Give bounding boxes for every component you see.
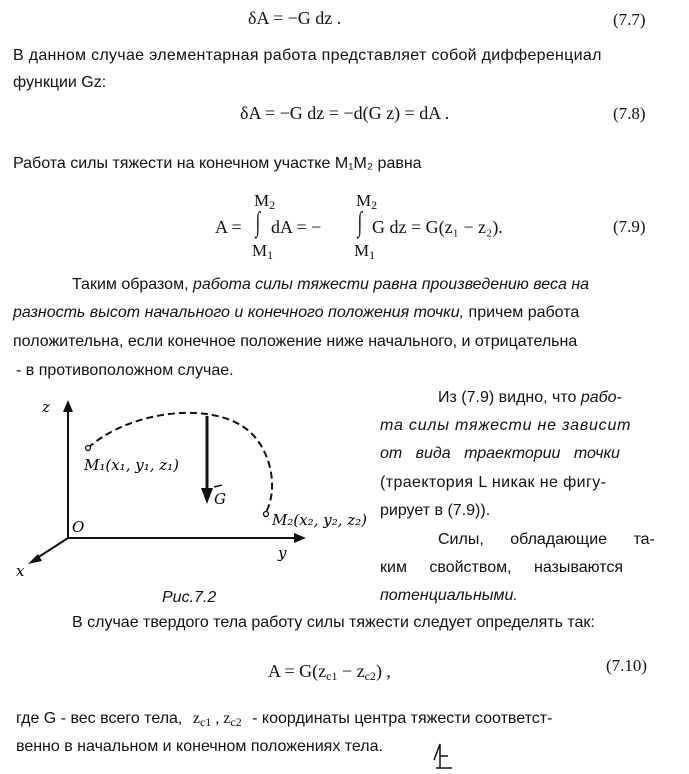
side-text-line-5: рирует в (7.9)). bbox=[380, 502, 491, 519]
paragraph-5-line-2: венно в начальном и конечном положениях тела. bbox=[16, 738, 383, 755]
paragraph-3-line-2 bbox=[13, 304, 579, 322]
side-text-line-4: (траектория L никак не фигу- bbox=[380, 474, 607, 491]
side-text-line-1-start: Из (7.9) видно, что bbox=[438, 389, 577, 406]
equation-7-9-middle: dA = − bbox=[271, 217, 322, 237]
figure-caption: Рис.7.2 bbox=[162, 589, 217, 606]
end-mark-stroke bbox=[434, 744, 452, 768]
equation-7-10-number: (7.10) bbox=[606, 656, 648, 675]
paragraph-3-line-2-end: причем работа bbox=[468, 304, 580, 321]
equation-7-9-lower-limit-1: $M_1$ bbox=[252, 241, 274, 262]
paragraph-1-line-2: функции Gz: bbox=[13, 74, 107, 91]
gravity-vector-bar bbox=[214, 485, 222, 487]
equation-7-10: $A = G(z_{c1} - z_{c2})$ , bbox=[268, 661, 391, 683]
z-axis-arrow bbox=[63, 400, 73, 412]
origin-label: O bbox=[72, 518, 85, 536]
side-text-line-2: та силы тяжести не зависит bbox=[380, 417, 632, 434]
side-text-line-1-italic: рабо- bbox=[580, 389, 622, 406]
z-axis-label: z bbox=[42, 398, 50, 416]
side-text-line-1 bbox=[438, 389, 622, 407]
side-text-line-6: Силы, обладающие та- bbox=[438, 531, 655, 548]
equation-7-9-integral-1: ∫ bbox=[255, 207, 261, 238]
paragraph-3-line-1-start: Таким образом, bbox=[72, 276, 189, 293]
paragraph-3-line-2-italic: разность высот начального и конечного положения точки, bbox=[13, 304, 465, 321]
paragraph-2: Работа силы тяжести на конечном участке M₁M₂ равна bbox=[13, 155, 422, 172]
gravity-label: G bbox=[214, 490, 226, 508]
equation-7-8-number: (7.8) bbox=[613, 104, 646, 123]
paragraph-4: В случае твердого тела работу силы тяжести следует определять так: bbox=[72, 614, 595, 631]
paragraph-1-line-1: В данном случае элементарная работа представляет собой дифференциал bbox=[13, 47, 602, 64]
equation-7-9-upper-limit-1: $M_2$ bbox=[254, 191, 276, 212]
paragraph-5-line-1-start: где G - вес всего тела, bbox=[16, 710, 183, 727]
equation-7-9-number: (7.9) bbox=[613, 217, 646, 236]
y-axis-label: y bbox=[278, 544, 287, 562]
equation-7-9-lhs: A = bbox=[215, 217, 242, 237]
m1-label: M₁(x₁, y₁, z₁) bbox=[84, 456, 180, 474]
paragraph-3-line-3: положительна, если конечное положение ниже начального, и отрицательна bbox=[13, 333, 578, 350]
paragraph-5-line-1 bbox=[16, 710, 552, 728]
equation-7-9-lower-limit-2: $M_1$ bbox=[354, 241, 376, 262]
gravity-vector-arrow bbox=[201, 488, 213, 504]
equation-7-9-rhs: G dz = G(z₁ − z₂). bbox=[372, 217, 503, 237]
equation-7-7-number: (7.7) bbox=[613, 10, 646, 29]
paragraph-3-line-1 bbox=[72, 276, 589, 294]
y-axis-arrow bbox=[294, 533, 306, 543]
equation-7-9-upper-limit-2: $M_2$ bbox=[356, 191, 378, 212]
paragraph-5-line-1-end: - координаты центра тяжести соответст- bbox=[252, 710, 553, 727]
equation-7-8: δA = −G dz = −d(G z) = dA . bbox=[240, 103, 450, 123]
m2-label: M₂(x₂, y₂, z₂) bbox=[272, 511, 368, 529]
figure-7-2 bbox=[0, 390, 372, 590]
equation-7-7-formula: δA = −G dz . bbox=[248, 8, 342, 28]
end-mark bbox=[430, 738, 454, 772]
point-m2 bbox=[264, 512, 269, 517]
equation-7-7 bbox=[248, 8, 341, 29]
paragraph-3-line-1-italic: работа силы тяжести равна произведению веса на bbox=[192, 276, 590, 293]
point-m1 bbox=[86, 446, 91, 451]
side-text-line-7: ким свойством, называются bbox=[380, 559, 624, 576]
paragraph-5-line-1-vars: $z_{c1}$ , $z_{c2}$ bbox=[192, 710, 242, 729]
side-text-line-8: потенциальными. bbox=[380, 587, 518, 604]
equation-7-9-integral-2: ∫ bbox=[357, 207, 363, 238]
x-axis-label: x bbox=[16, 562, 25, 580]
paragraph-3-line-4: - в противоположном случае. bbox=[16, 362, 234, 379]
side-text-line-3: от вида траектории точки bbox=[380, 445, 620, 462]
